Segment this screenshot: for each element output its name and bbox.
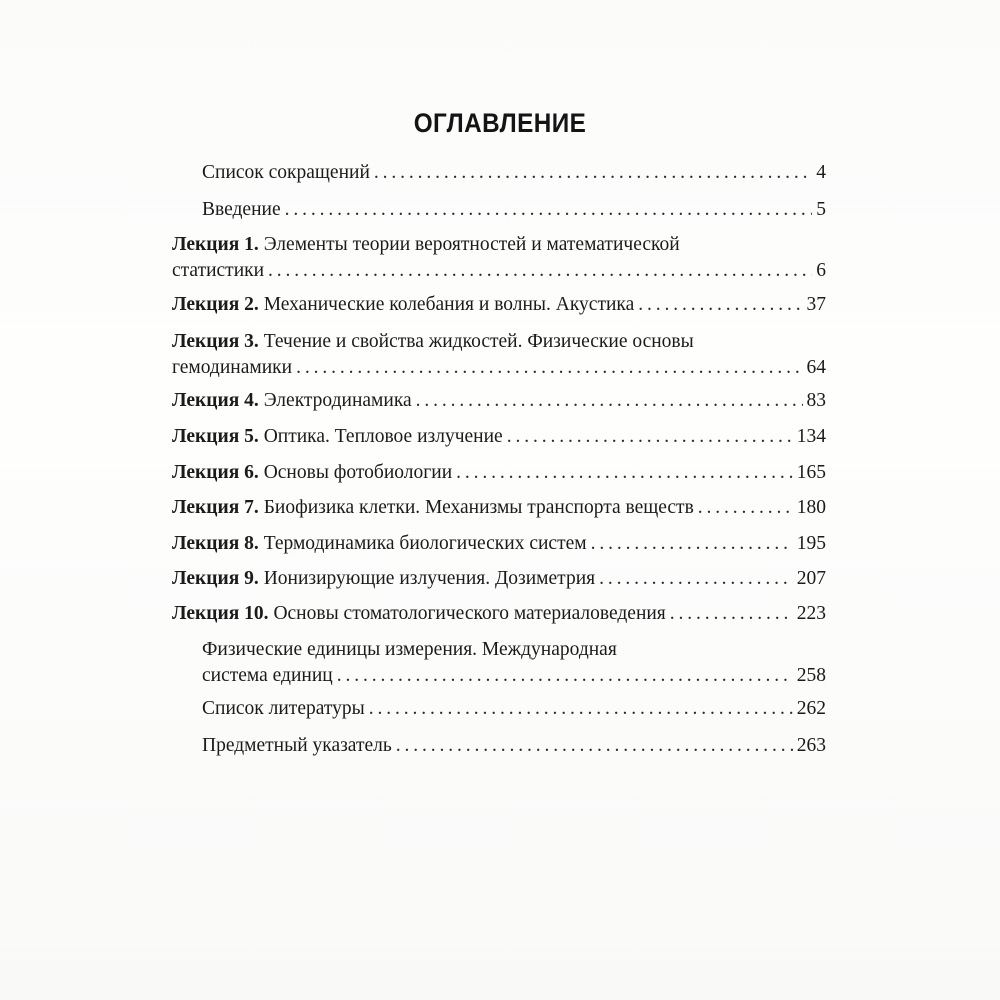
toc-entry-title-line1: Элементы теории вероятностей и математической [263,234,680,255]
toc-entry-subject-index [202,733,826,759]
toc-entry-label: Лекция 9. [172,568,259,589]
toc-page-number: 5 [816,199,826,220]
leader-dots [670,601,793,627]
leader-dots [638,292,802,318]
toc-entry-title: статистики [172,260,265,281]
toc-entry-title-line1: Течение и свойства жидкостей. Физические основы [263,331,694,352]
toc-page-number: 263 [796,735,826,756]
toc-entry-label: Лекция 3. [172,331,259,352]
toc-entry-title: Список сокращений [202,162,370,183]
leader-dots [698,495,793,521]
toc-page-number: 165 [796,462,826,483]
toc-page-number: 37 [806,294,826,315]
leader-dots [507,424,793,450]
toc-entry-title-line1: Физические единицы измерения. Международная [202,639,617,660]
toc-entry-title: Механические колебания и волны. Акустика [263,294,635,315]
leader-dots [591,531,793,557]
toc-entry-lecture-6 [172,460,826,486]
toc-entry-lecture-9 [172,566,826,592]
toc-entry-title: Термодинамика биологических систем [263,533,587,554]
toc-entry-title: Оптика. Тепловое излучение [263,426,503,447]
toc-entry-label: Лекция 8. [172,533,259,554]
toc-entry-label: Лекция 1. [172,234,259,255]
toc-entry-title: Список литературы [202,698,365,719]
toc-page-number: 258 [796,665,826,686]
toc-entry-title: Основы фотобиологии [263,462,453,483]
leader-dots [369,696,793,722]
toc-page-number: 207 [796,568,826,589]
page-title: ОГЛАВЛЕНИЕ [413,108,587,138]
toc-page-number: 6 [816,260,826,281]
leader-dots [396,733,793,759]
toc-entry-lecture-5 [172,424,826,450]
toc-page-number: 83 [806,390,826,411]
toc-entry-lecture-10 [172,601,826,627]
toc-entry-lecture-1 [172,232,826,284]
toc-page-number: 262 [796,698,826,719]
leader-dots [285,197,813,223]
toc-entry-title: Основы стоматологического материаловедения [273,603,666,624]
leader-dots [374,160,812,186]
toc-entry-lecture-2 [172,292,826,318]
toc-entry-abbreviations [202,160,826,186]
toc-page-number: 64 [806,357,826,378]
toc-entry-label: Лекция 7. [172,497,259,518]
toc-page-number: 223 [796,603,826,624]
leader-dots [599,566,793,592]
toc-page-number: 195 [796,533,826,554]
toc-entry-title: гемодинамики [172,357,293,378]
toc-entry-title: Предметный указатель [202,735,392,756]
toc-entry-title: Электродинамика [263,390,412,411]
toc-page-number: 180 [796,497,826,518]
toc-entry-lecture-3 [172,329,826,381]
leader-dots [337,663,793,689]
leader-dots [268,258,812,284]
toc-entry-physical-units [202,637,826,689]
toc-entry-references [202,696,826,722]
toc-entry-title: система единиц [202,665,333,686]
toc-entry-label: Лекция 4. [172,390,259,411]
leader-dots [296,355,802,381]
toc-page-number: 134 [796,426,826,447]
toc-page-number: 4 [816,162,826,183]
toc-entry-introduction [202,197,826,223]
toc-entry-lecture-7 [172,495,826,521]
toc-entry-label: Лекция 6. [172,462,259,483]
toc-entry-title: Ионизирующие излучения. Дозиметрия [263,568,596,589]
toc-entry-title: Биофизика клетки. Механизмы транспорта веществ [263,497,694,518]
toc-entry-label: Лекция 5. [172,426,259,447]
leader-dots [456,460,793,486]
toc-entry-title: Введение [202,199,281,220]
toc-entry-lecture-8 [172,531,826,557]
toc-entry-lecture-4 [172,388,826,414]
leader-dots [416,388,803,414]
toc-entry-label: Лекция 2. [172,294,259,315]
toc-entry-label: Лекция 10. [172,603,269,624]
